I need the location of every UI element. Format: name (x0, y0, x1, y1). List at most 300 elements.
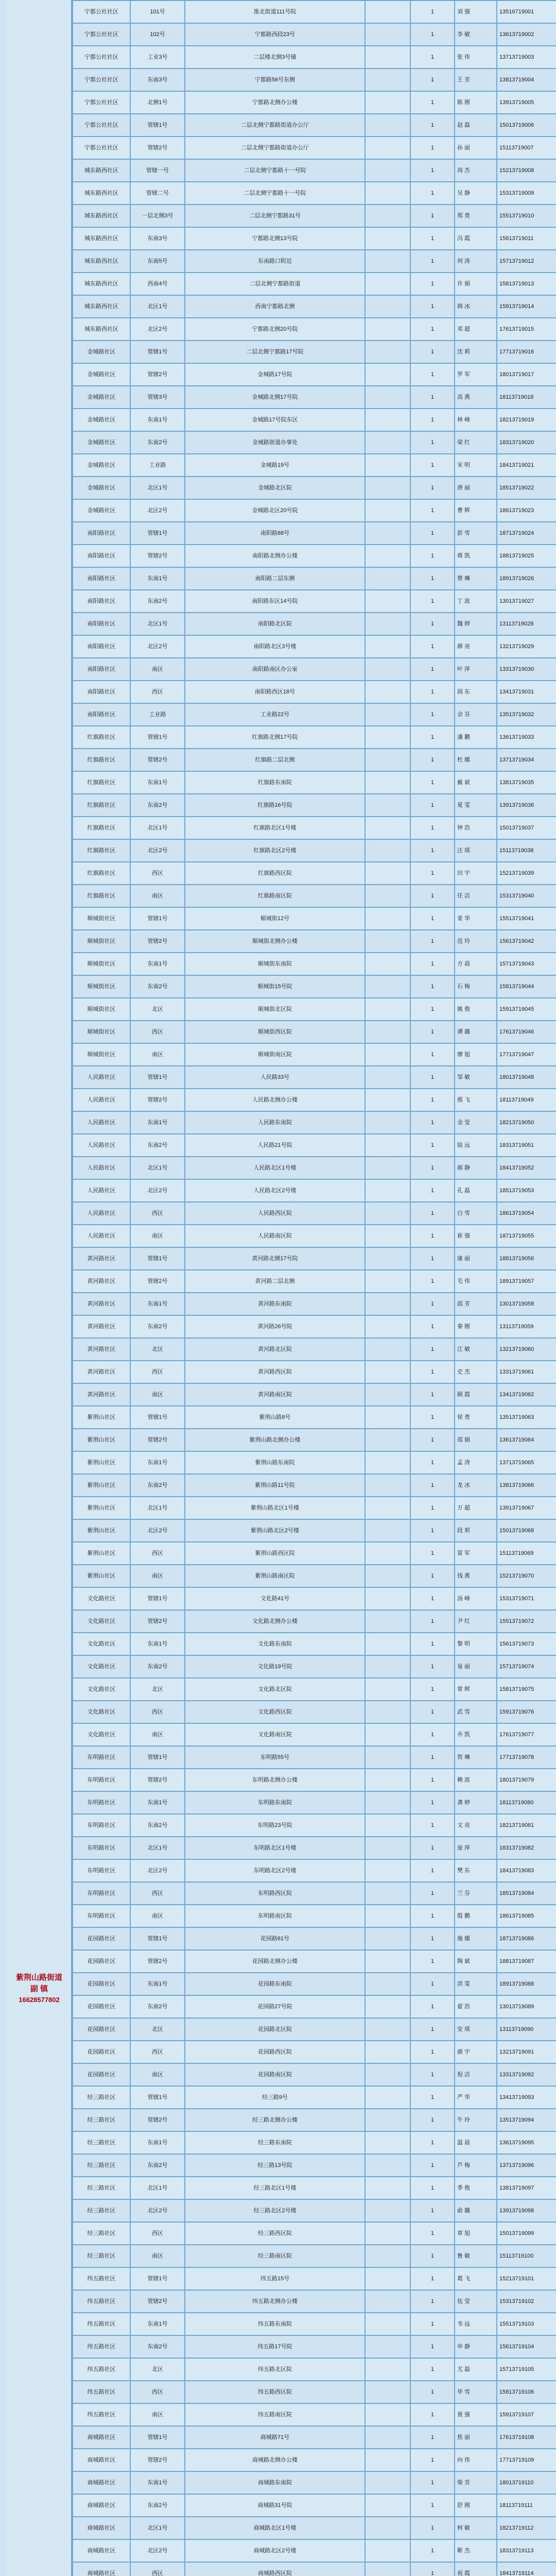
unit-cell: 管辖2号 (130, 1950, 185, 1973)
address-cell: 人民路东南院 (185, 1111, 365, 1134)
address-cell: 经三路南区院 (185, 2245, 365, 2267)
community-cell: 紫荆山社区 (73, 1519, 130, 1542)
count-cell: 1 (410, 1474, 455, 1497)
table-row (73, 159, 556, 182)
note-cell (365, 907, 410, 930)
address-cell: 红旗路二层北侧 (185, 749, 365, 771)
community-cell: 商城路社区 (73, 2517, 130, 2539)
unit-cell: 西区 (130, 2041, 185, 2063)
community-cell: 城东路西社区 (73, 273, 130, 295)
contact-name-cell: 沈 莉 (455, 341, 497, 363)
community-cell: 人民路社区 (73, 1089, 130, 1111)
table-row (73, 477, 556, 499)
address-cell: 人民路北区1号楼 (185, 1157, 365, 1179)
contact-table (72, 0, 556, 2576)
count-cell: 1 (410, 2449, 455, 2471)
note-cell (365, 1021, 410, 1043)
community-cell: 红旗路社区 (73, 726, 130, 749)
note-cell (365, 1882, 410, 1905)
note-cell (365, 590, 410, 613)
address-cell: 南阳路北区院 (185, 613, 365, 635)
phone-cell: 18713719024 (497, 522, 556, 545)
address-cell: 经三路北侧办公楼 (185, 2109, 365, 2131)
address-cell: 人民路南区院 (185, 1225, 365, 1247)
address-cell: 文化路北侧办公楼 (185, 1610, 365, 1633)
phone-cell: 15613719042 (497, 930, 556, 953)
address-cell: 商城路71号 (185, 2426, 365, 2449)
unit-cell: 管辖2号 (130, 1769, 185, 1791)
note-cell (365, 2517, 410, 2539)
table-row (73, 1361, 556, 1383)
community-cell: 文化路社区 (73, 1678, 130, 1701)
phone-cell: 13113719028 (497, 613, 556, 635)
contact-name-cell: 章 旭 (455, 2222, 497, 2245)
unit-cell: 管辖1号 (130, 1066, 185, 1089)
unit-cell: 南区 (130, 885, 185, 907)
address-cell: 二层北侧宁都路31号 (185, 205, 365, 227)
contact-name-cell: 姜 华 (455, 907, 497, 930)
phone-cell: 13713719065 (497, 1451, 556, 1474)
community-cell: 顺城街社区 (73, 998, 130, 1021)
note-cell (365, 159, 410, 182)
count-cell: 1 (410, 1542, 455, 1565)
unit-cell: 管辖1号 (130, 1587, 185, 1610)
community-cell: 紫荆山社区 (73, 1565, 130, 1587)
note-cell (365, 2449, 410, 2471)
contact-name-cell: 梁 红 (455, 431, 497, 454)
table-row (73, 1701, 556, 1723)
community-cell: 红旗路社区 (73, 771, 130, 794)
table-row (73, 771, 556, 794)
phone-cell: 15913719076 (497, 1701, 556, 1723)
address-cell: 宁都路北侧13号院 (185, 227, 365, 250)
count-cell: 1 (410, 794, 455, 817)
phone-cell: 15313719071 (497, 1587, 556, 1610)
unit-cell: 管辖1号 (130, 522, 185, 545)
address-cell: 黄河路南区院 (185, 1383, 365, 1406)
note-cell (365, 1769, 410, 1791)
count-cell: 1 (410, 2539, 455, 2562)
contact-name-cell: 钟 浩 (455, 817, 497, 839)
community-cell: 人民路社区 (73, 1179, 130, 1202)
note-cell (365, 658, 410, 681)
phone-cell: 13713719003 (497, 46, 556, 69)
contact-name-cell: 刘 强 (455, 1, 497, 23)
phone-cell: 13113719059 (497, 1315, 556, 1338)
address-cell: 宁都路北侧办公楼 (185, 91, 365, 114)
count-cell: 1 (410, 703, 455, 726)
table-row (73, 590, 556, 613)
note-cell (365, 1837, 410, 1859)
community-cell: 纬五路社区 (73, 2290, 130, 2313)
address-cell: 二层北侧宁都路街道办公厅 (185, 137, 365, 159)
count-cell: 1 (410, 1519, 455, 1542)
phone-cell: 18913719057 (497, 1270, 556, 1293)
table-row (73, 1315, 556, 1338)
address-cell: 二层北侧宁都路街道 (185, 273, 365, 295)
note-cell (365, 1247, 410, 1270)
unit-cell: 北区1号 (130, 1157, 185, 1179)
note-cell (365, 522, 410, 545)
contact-name-cell: 江 敏 (455, 1338, 497, 1361)
phone-cell: 18013719110 (497, 2471, 556, 2494)
unit-cell: 南区 (130, 658, 185, 681)
table-row (73, 1905, 556, 1927)
district-phone: 16628577802 (19, 1995, 60, 2004)
unit-cell: 管辖2号 (130, 1270, 185, 1293)
table-row (73, 726, 556, 749)
phone-cell: 18413719114 (497, 2562, 556, 2576)
address-cell: 黄河路二层北侧 (185, 1270, 365, 1293)
contact-name-cell: 高 燕 (455, 386, 497, 409)
count-cell: 1 (410, 2086, 455, 2109)
community-cell: 商城路社区 (73, 2426, 130, 2449)
count-cell: 1 (410, 1633, 455, 1655)
address-cell: 商城路北侧办公楼 (185, 2449, 365, 2471)
address-cell: 紫荆山路南区院 (185, 1565, 365, 1587)
contact-name-cell: 石 梅 (455, 975, 497, 998)
count-cell: 1 (410, 998, 455, 1021)
community-cell: 南阳路社区 (73, 635, 130, 658)
address-cell: 黄河路东南院 (185, 1293, 365, 1315)
contact-name-cell: 严 华 (455, 2086, 497, 2109)
unit-cell: 北区2号 (130, 2539, 185, 2562)
count-cell: 1 (410, 1746, 455, 1769)
table-row (73, 273, 556, 295)
address-cell: 东明路南区院 (185, 1905, 365, 1927)
address-cell: 顺城街南区院 (185, 1043, 365, 1066)
note-cell (365, 2494, 410, 2517)
phone-cell: 15613719011 (497, 227, 556, 250)
note-cell (365, 1134, 410, 1157)
contact-name-cell: 毕 雪 (455, 2381, 497, 2403)
address-cell: 东明路北区1号楼 (185, 1837, 365, 1859)
unit-cell: 管辖1号 (130, 2267, 185, 2290)
note-cell (365, 1474, 410, 1497)
note-cell (365, 2222, 410, 2245)
phone-cell: 15813719013 (497, 273, 556, 295)
address-cell: 紫荆山路北侧办公楼 (185, 1429, 365, 1451)
unit-cell: 北区2号 (130, 839, 185, 862)
unit-cell: 西区 (130, 1701, 185, 1723)
phone-cell: 13513719094 (497, 2109, 556, 2131)
contact-name-cell: 郝 静 (455, 1157, 497, 1179)
table-row (73, 318, 556, 341)
unit-cell: 北区1号 (130, 1837, 185, 1859)
community-cell: 文化路社区 (73, 1701, 130, 1723)
contact-name-cell: 夏 雯 (455, 794, 497, 817)
unit-cell: 北区 (130, 2018, 185, 2041)
address-cell: 东明路东南院 (185, 1791, 365, 1814)
count-cell: 1 (410, 2403, 455, 2426)
community-cell: 宁都公社社区 (73, 91, 130, 114)
contact-name-cell: 陈 刚 (455, 91, 497, 114)
unit-cell: 西区 (130, 2381, 185, 2403)
contact-name-cell: 潘 鹏 (455, 726, 497, 749)
table-row (73, 1791, 556, 1814)
contact-name-cell: 翟 浩 (455, 1995, 497, 2018)
community-cell: 经三路社区 (73, 2245, 130, 2267)
note-cell (365, 1157, 410, 1179)
unit-cell: 北区 (130, 1338, 185, 1361)
community-cell: 黄河路社区 (73, 1270, 130, 1293)
table-row (73, 1610, 556, 1633)
count-cell: 1 (410, 1157, 455, 1179)
address-cell: 顺城街15号院 (185, 975, 365, 998)
table-row (73, 839, 556, 862)
contact-name-cell: 易 丽 (455, 1655, 497, 1678)
community-cell: 金城路社区 (73, 341, 130, 363)
count-cell: 1 (410, 1043, 455, 1066)
community-cell: 东明路社区 (73, 1859, 130, 1882)
note-cell (365, 1111, 410, 1134)
note-cell (365, 1814, 410, 1837)
community-cell: 南阳路社区 (73, 613, 130, 635)
phone-cell: 17613719077 (497, 1723, 556, 1746)
table-row (73, 69, 556, 91)
note-cell (365, 1633, 410, 1655)
contact-name-cell: 史 杰 (455, 1361, 497, 1383)
community-cell: 金城路社区 (73, 431, 130, 454)
community-cell: 金城路社区 (73, 409, 130, 431)
table-row (73, 1655, 556, 1678)
note-cell (365, 1973, 410, 1995)
table-row (73, 2471, 556, 2494)
unit-cell: 西南4号 (130, 273, 185, 295)
table-row (73, 1542, 556, 1565)
address-cell: 宁都路56号东侧 (185, 69, 365, 91)
unit-cell: 管辖1号 (130, 907, 185, 930)
phone-cell: 13013719058 (497, 1293, 556, 1315)
contact-name-cell: 殷 鹏 (455, 1905, 497, 1927)
phone-cell: 15213719070 (497, 1565, 556, 1587)
phone-cell: 15213719039 (497, 862, 556, 885)
count-cell: 1 (410, 250, 455, 273)
note-cell (365, 885, 410, 907)
count-cell: 1 (410, 1973, 455, 1995)
table-row (73, 2494, 556, 2517)
community-cell: 紫荆山社区 (73, 1429, 130, 1451)
community-cell: 金城路社区 (73, 386, 130, 409)
address-cell: 人民路西区院 (185, 1202, 365, 1225)
unit-cell: 东南2号 (130, 431, 185, 454)
table-row (73, 23, 556, 46)
note-cell (365, 318, 410, 341)
community-cell: 花园路社区 (73, 1927, 130, 1950)
note-cell (365, 1678, 410, 1701)
table-row (73, 2539, 556, 2562)
unit-cell: 东南1号 (130, 1111, 185, 1134)
note-cell (365, 703, 410, 726)
community-cell: 东明路社区 (73, 1769, 130, 1791)
community-cell: 经三路社区 (73, 2109, 130, 2131)
table-row (73, 613, 556, 635)
community-cell: 黄河路社区 (73, 1383, 130, 1406)
contact-name-cell: 侯 勇 (455, 1406, 497, 1429)
count-cell: 1 (410, 1338, 455, 1361)
phone-cell: 18413719083 (497, 1859, 556, 1882)
address-cell: 二层北侧宁都路17号院 (185, 341, 365, 363)
unit-cell: 西区 (130, 2222, 185, 2245)
address-cell: 南阳路北区3号楼 (185, 635, 365, 658)
phone-cell: 18913719026 (497, 567, 556, 590)
phone-cell: 13513719032 (497, 703, 556, 726)
address-cell: 黄河路26号院 (185, 1315, 365, 1338)
contact-name-cell: 毛 伟 (455, 1270, 497, 1293)
table-row (73, 1950, 556, 1973)
community-cell: 宁都公社社区 (73, 137, 130, 159)
community-cell: 红旗路社区 (73, 885, 130, 907)
community-cell: 经三路社区 (73, 2222, 130, 2245)
address-cell: 花园路27号院 (185, 1995, 365, 2018)
note-cell (365, 862, 410, 885)
note-cell (365, 2426, 410, 2449)
unit-cell: 管辖1号 (130, 2426, 185, 2449)
community-cell: 商城路社区 (73, 2471, 130, 2494)
count-cell: 1 (410, 1066, 455, 1089)
unit-cell: 管辖1号 (130, 726, 185, 749)
count-cell: 1 (410, 227, 455, 250)
district-role-label: 副 镇 (30, 1984, 48, 1993)
community-cell: 文化路社区 (73, 1633, 130, 1655)
count-cell: 1 (410, 69, 455, 91)
table-row (73, 295, 556, 318)
count-cell: 1 (410, 1361, 455, 1383)
phone-cell: 13213719029 (497, 635, 556, 658)
address-cell: 红旗路北区2号楼 (185, 839, 365, 862)
phone-cell: 15613719073 (497, 1633, 556, 1655)
contact-name-cell: 戴 斌 (455, 771, 497, 794)
address-cell: 二层楼北侧3号铺 (185, 46, 365, 69)
unit-cell: 东南1号 (130, 1973, 185, 1995)
contact-name-cell: 鲁 敏 (455, 2245, 497, 2267)
community-cell: 城东路西社区 (73, 250, 130, 273)
count-cell: 1 (410, 182, 455, 205)
count-cell: 1 (410, 1610, 455, 1633)
contact-name-cell: 蒋 凯 (455, 545, 497, 567)
unit-cell: 西区 (130, 1021, 185, 1043)
community-cell: 纬五路社区 (73, 2335, 130, 2358)
contact-name-cell: 葛 飞 (455, 2267, 497, 2290)
table-row (73, 2018, 556, 2041)
table-row (73, 930, 556, 953)
unit-cell: 南区 (130, 1723, 185, 1746)
contact-name-cell: 孟 涛 (455, 1451, 497, 1474)
table-row (73, 409, 556, 431)
table-row (73, 2154, 556, 2177)
unit-cell: 南区 (130, 1225, 185, 1247)
unit-cell: 工业3号 (130, 46, 185, 69)
community-cell: 紫荆山社区 (73, 1497, 130, 1519)
note-cell (365, 409, 410, 431)
address-cell: 经三路北区1号楼 (185, 2177, 365, 2199)
unit-cell: 北区 (130, 1678, 185, 1701)
contact-name-cell: 牛 玲 (455, 2109, 497, 2131)
table-row (73, 2403, 556, 2426)
contact-name-cell: 龙 冰 (455, 1474, 497, 1497)
contact-name-cell: 崔 强 (455, 1225, 497, 1247)
community-cell: 红旗路社区 (73, 817, 130, 839)
unit-cell: 管辖1号 (130, 1746, 185, 1769)
count-cell: 1 (410, 1701, 455, 1723)
unit-cell: 南区 (130, 2063, 185, 2086)
count-cell: 1 (410, 749, 455, 771)
contact-name-cell: 钱 燕 (455, 1565, 497, 1587)
unit-cell: 东南2号 (130, 1474, 185, 1497)
table-row (73, 2267, 556, 2290)
unit-cell: 东南2号 (130, 2154, 185, 2177)
count-cell: 1 (410, 522, 455, 545)
community-cell: 紫荆山社区 (73, 1474, 130, 1497)
phone-cell: 15813719106 (497, 2381, 556, 2403)
address-cell: 红旗路北区1号楼 (185, 817, 365, 839)
phone-cell: 17713719109 (497, 2449, 556, 2471)
address-cell: 黄河路北区院 (185, 1338, 365, 1361)
phone-cell: 18213719019 (497, 409, 556, 431)
count-cell: 1 (410, 885, 455, 907)
unit-cell: 管辖二号 (130, 182, 185, 205)
count-cell: 1 (410, 2381, 455, 2403)
count-cell: 1 (410, 431, 455, 454)
phone-cell: 18213719112 (497, 2517, 556, 2539)
contact-name-cell: 吴 静 (455, 182, 497, 205)
phone-cell: 13313719030 (497, 658, 556, 681)
phone-cell: 18213719081 (497, 1814, 556, 1837)
phone-cell: 13613719095 (497, 2131, 556, 2154)
community-cell: 纬五路社区 (73, 2358, 130, 2381)
unit-cell: 东南1号 (130, 567, 185, 590)
table-row (73, 2381, 556, 2403)
note-cell (365, 341, 410, 363)
contact-name-cell: 韦 远 (455, 2313, 497, 2335)
unit-cell: 西区 (130, 1202, 185, 1225)
community-cell: 宁都公社社区 (73, 23, 130, 46)
count-cell: 1 (410, 1293, 455, 1315)
note-cell (365, 567, 410, 590)
count-cell: 1 (410, 839, 455, 862)
phone-cell: 13413719062 (497, 1383, 556, 1406)
address-cell: 东明路55号 (185, 1746, 365, 1769)
community-cell: 人民路社区 (73, 1066, 130, 1089)
contact-name-cell: 孙 丽 (455, 137, 497, 159)
community-cell: 黄河路社区 (73, 1338, 130, 1361)
address-cell: 黄河路西区院 (185, 1361, 365, 1383)
phone-cell: 13813719004 (497, 69, 556, 91)
table-row (73, 2358, 556, 2381)
contact-name-cell: 郑 勇 (455, 205, 497, 227)
phone-cell: 18213719050 (497, 1111, 556, 1134)
phone-cell: 13213719091 (497, 2041, 556, 2063)
unit-cell: 东南1号 (130, 1451, 185, 1474)
address-cell: 南阳路88号 (185, 522, 365, 545)
unit-cell: 南区 (130, 1565, 185, 1587)
unit-cell: 东南2号 (130, 590, 185, 613)
phone-cell: 13713719034 (497, 749, 556, 771)
contact-name-cell: 万 超 (455, 1497, 497, 1519)
table-row (73, 1973, 556, 1995)
count-cell: 1 (410, 409, 455, 431)
phone-cell: 18013719079 (497, 1769, 556, 1791)
address-cell: 文化路41号 (185, 1587, 365, 1610)
phone-cell: 15113719069 (497, 1542, 556, 1565)
phone-cell: 15713719105 (497, 2358, 556, 2381)
address-cell: 南阳路南区办公室 (185, 658, 365, 681)
table-row (73, 1383, 556, 1406)
table-row (73, 91, 556, 114)
note-cell (365, 2403, 410, 2426)
table-row (73, 1225, 556, 1247)
contact-name-cell: 焦 丽 (455, 2426, 497, 2449)
